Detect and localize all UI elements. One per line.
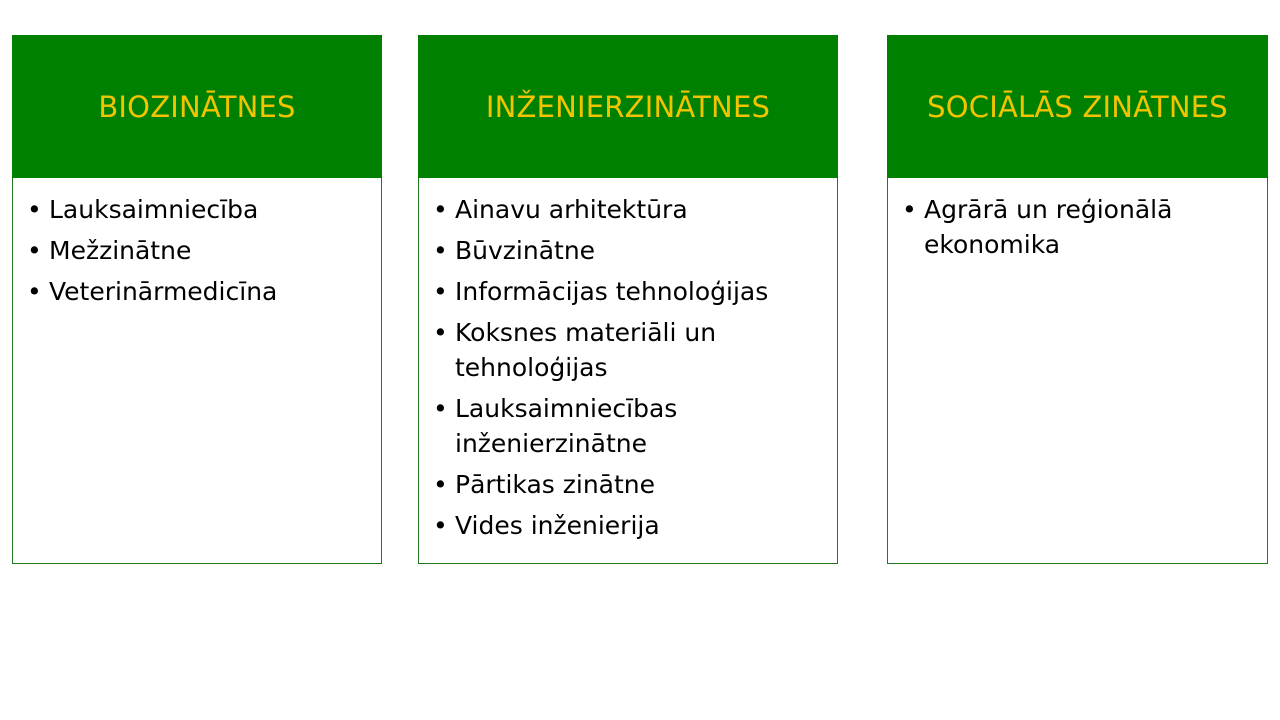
list-item: • Vides inženierija [433, 508, 827, 543]
panel-social-sciences [887, 35, 1268, 564]
panel-header [12, 35, 382, 178]
bullet-icon: • [433, 236, 448, 265]
bullet-icon: • [433, 394, 448, 423]
bullet-icon: • [433, 318, 448, 347]
list-item: • Pārtikas zinātne [433, 467, 827, 502]
bullet-icon: • [433, 195, 448, 224]
list-item: • Koksnes materiāli un tehnoloģijas [433, 315, 827, 385]
panel-title: INŽENIERZINĀTNES [485, 89, 771, 124]
list-item: • Ainavu arhitektūra [433, 192, 827, 227]
panel-biosciences [12, 35, 382, 564]
list-item: • Būvzinātne [433, 233, 827, 268]
list-item: • Lauksaimniecība [27, 192, 371, 227]
bullet-icon: • [27, 236, 42, 265]
list-item: • Veterinārmedicīna [27, 274, 371, 309]
panel-body [418, 178, 838, 564]
panel-body [887, 178, 1268, 564]
panel-title: BIOZINĀTNES [98, 89, 296, 124]
panel-list [902, 192, 1257, 262]
list-item: • Lauksaimniecības inženierzinātne [433, 391, 827, 461]
bullet-icon: • [433, 511, 448, 540]
panel-title: SOCIĀLĀS ZINĀTNES [927, 89, 1228, 124]
panel-list [433, 192, 827, 543]
list-item: • Informācijas tehnoloģijas [433, 274, 827, 309]
panel-list [27, 192, 371, 309]
panel-header [418, 35, 838, 178]
panel-engineering [418, 35, 838, 564]
panel-body [12, 178, 382, 564]
panel-header [887, 35, 1268, 178]
bullet-icon: • [433, 470, 448, 499]
bullet-icon: • [27, 195, 42, 224]
bullet-icon: • [902, 195, 917, 224]
list-item: • Agrārā un reģionālā ekonomika [902, 192, 1257, 262]
bullet-icon: • [27, 277, 42, 306]
bullet-icon: • [433, 277, 448, 306]
list-item: • Mežzinātne [27, 233, 371, 268]
